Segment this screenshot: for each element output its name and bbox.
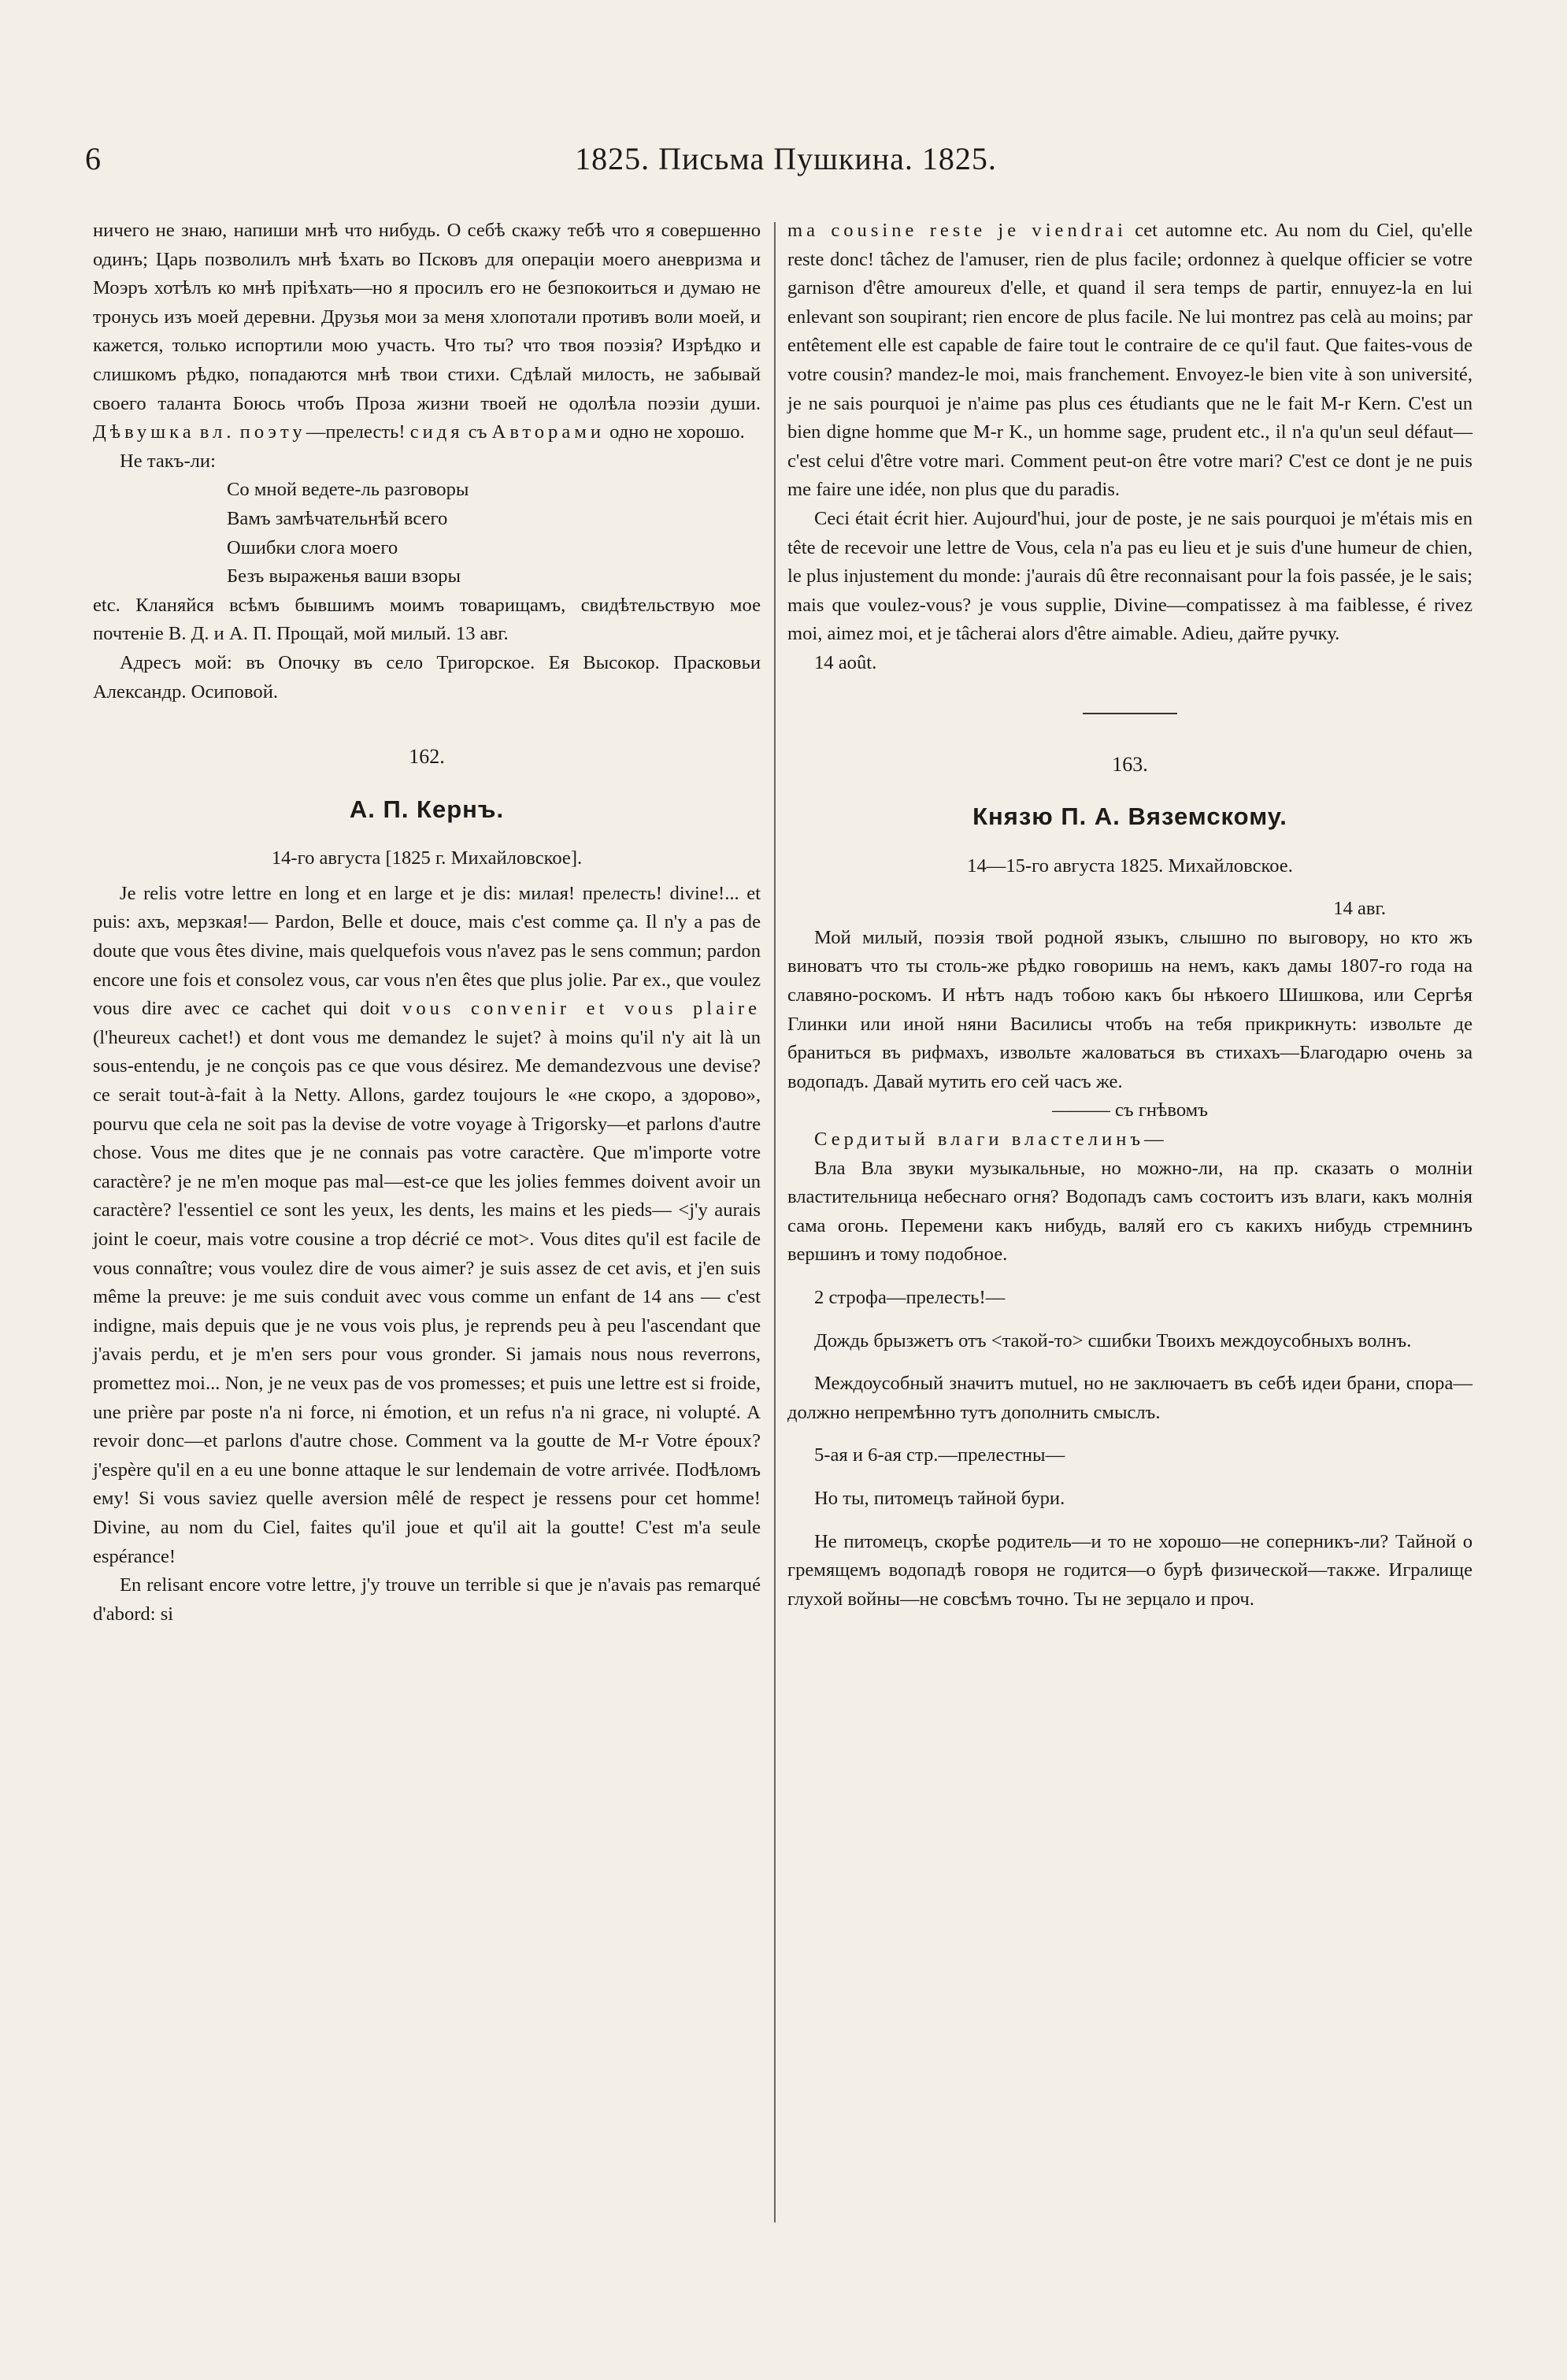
- letter-163-vla: Вла Вла звуки музыкальные, но можно-ли, на пр. сказать о молніи властительница небеснаго огня? Водопадъ самъ состоитъ изъ влаги, какъ молнія сама огонь. Перемени какъ нибудь, валяй его съ какихъ нибудь стремнинъ вершинъ и тому подобное.: [787, 1157, 1473, 1266]
- letter-162-date: 14 août.: [814, 651, 877, 673]
- letter-162-right-2: Ceci était écrit hier. Aujourd'hui, jour de poste, je ne sais pourquoi je m'étais mis en tête de recevoir une lettre de Vous, cela n'a pas eu lieu et je suis d'une humeur de chien, le plus injustement du monde: j'aurais dû être reconnaisant pour la fois passée, je le sais; mais que voulez-vous? je vous supplie, Divine—compatissez à ma faiblesse, é rivez moi, aimez moi, et je tâcherai alors d'être aimable. Adieu, дайте ручку.: [787, 507, 1473, 645]
- verse-line: Вамъ замѣчательнѣй всего: [227, 507, 448, 529]
- verse-line: Безъ выраженья ваши взоры: [227, 565, 461, 588]
- verse-quote: [93, 476, 761, 591]
- verse-line: Со мной ведете-ль разговоры: [227, 479, 469, 501]
- dateline-162: 14-го августа [1825 г. Михайловское].: [271, 847, 583, 869]
- letter-163-end: Не питомецъ, скорѣе родитель—и то не хорошо—не соперникъ-ли? Тайной о гремящемъ водопадѣ говоря не годится—о бурѣ физической—также. Игралище глухой войны—не совсѣмъ точно. Ты не зерцало и проч.: [787, 1530, 1473, 1610]
- addressee-kern: А. П. Кернъ.: [349, 795, 505, 823]
- left-column: [93, 217, 761, 1629]
- letter-162-right-1: ma cousine reste je viendrai cet automne etc. Au nom du Ciel, qu'elle reste donc! tâchez de l'amuser, rien de plus facile; ordonnez à quelque officier se votre garnison d'être amoureux d'elle, et quand il sera temps de partir, ennuyez-la en lui enlevant son soupirant; rien encore de plus facile. Ne lui montrez pas celà au moins; par entêtement elle est capable de faire tout le contraire de ce qu'il faut. Que faites-vous de votre cousin? mandez-le moi, mais franchement. Envoyez-le bien vite à son université, je ne sais pourquoi je n'aime pas plus ces étudiants que ne le fait M-r Kern. C'est un bien digne homme que M-r K., un homme sage, prudent etc., il n'a qu'un seul défaut—c'est celui d'être votre mari. Comment peut-on être votre mari? C'est ce dont je ne puis me faire une idée, non plus que du paradis.: [787, 220, 1473, 501]
- strofa-5-6: 5-ая и 6-ая стр.—прелестны—: [814, 1444, 1065, 1466]
- letter-number-163: 163.: [1112, 752, 1148, 776]
- letter-161-text: ничего не знаю, напиши мнѣ что нибудь. О себѣ скажу тебѣ что я совершенно одинъ; Царь позволилъ мнѣ ѣхать во Псковъ для операціи моего аневризма и Моэръ хотѣлъ ко мнѣ пріѣхать—но я просилъ его не безпокоиться и думаю не тронусь изъ моей деревни. Друзья мои за меня хлопотали противъ воли моей, и кажется, только испортили мою участь. Что ты? что твоя поэзія? Изрѣдко и слишкомъ рѣдко, попадаются мнѣ твои стихи. Сдѣлай милость, не забывай своего таланта Боюсь чтобъ Проза жизни твоей не одолѣла поэзіи души. Дѣвушка вл. поэту—прелесть! сидя съ Авторами одно не хорошо.: [93, 220, 761, 443]
- dateline-163: 14—15-го августа 1825. Михайловское.: [967, 855, 1293, 877]
- strofa-2: 2 строфа—прелесть!—: [814, 1287, 1006, 1308]
- mezhdousobny: Междоусобный значитъ mutuel, но не заключаетъ въ себѣ идеи брани, спора—должно непремѣнно тутъ дополнить смыслъ.: [787, 1373, 1473, 1423]
- s-gnevom: ——— съ гнѣвомъ: [1052, 1099, 1208, 1121]
- ne-tak-li: Не такъ-ли:: [120, 450, 216, 472]
- column-divider: [774, 222, 776, 2222]
- letter-163-body: Мой милый, поэзія твой родной языкъ, слышно по выговору, но кто жъ виноватъ что ты столь-же рѣдко говоришь на немъ, какъ дамы 1807-го года на славяно-роскомъ. И нѣтъ надъ тобою какъ бы нѣкоего Шишкова, или Сергѣя Глинки или иной няни Василисы чтобъ на тебя прикрикнуть: извольте де браниться въ рифмахъ, извольте жаловаться въ стихахъ—Благодарю очень за водопадъ. Давай мутить его сей часъ же.: [787, 926, 1473, 1092]
- page-number: 6: [85, 141, 101, 176]
- pitomets-line: Но ты, питомецъ тайной бури.: [814, 1487, 1065, 1509]
- dozhd-line: Дождь брызжетъ отъ <такой-то> сшибки Твоихъ междоусобныхъ волнъ.: [814, 1329, 1412, 1351]
- letter-number-162: 162.: [409, 745, 445, 769]
- serditiy-line: Сердитый влаги властелинъ—: [814, 1129, 1168, 1151]
- letter-162-body: Je relis votre lettre en long et en large et je dis: милая! прелесть! divine!... et puis: ахъ, мерзкая!— Pardon, Belle et douce, mais c'est comme ça. Il n'y a pas de doute que vous êtes divine, mais quelquefois vous n'avez pas le sens commun; pardon encore une fois et consolez vous, car vous n'en êtes que plus jolie. Par ex., que voulez vous dire avec ce cachet qui doit vous convenir et vous plaire (l'heureux cachet!) et dont vous me demandez le sujet? à moins qu'il n'y ait là un sous-entendu, je ne conçois pas ce que vous désirez. Me demandezvous une devise? ce serait tout-à-fait à la Netty. Allons, gardez toujours le «не скоро, а здорово», pourvu que cela ne soit pas la devise de votre voyage à Trigorsky—et parlons d'autre chose. Vous me dites que je ne connais pas votre caractère. Que m'importe votre caractère? je ne m'en moque pas mal—est-ce que les jolies femmes doivent avoir un caractère? l'essentiel ce sont les yeux, les dents, les mains et les pieds— <j'y aurais joint le coeur, mais votre cousine a trop décrié ce mot>. Vous dites qu'il est facile de vous connaître; vous voulez dire de vous aimer? je suis assez de cet avis, et j'en suis même la preuve: je me suis conduit avec vous comme un enfant de 14 ans — c'est indigne, mais depuis que je ne vous vois plus, je reprends peu à peu l'ascendant que j'avais perdu, et je m'en sers pour vous gronder. Si jamais nous nous reverrons, promettez moi... Non, je ne veux pas de vos promesses; et puis une lettre est si froide, une prière par poste n'a ni force, ni émotion, et un refus n'a ni grace, ni volupté. A revoir donc—et parlons d'autre chose. Comment va la goutte de M-r Votre époux? j'espère qu'il en a eu une bonne attaque le sur lendemain de votre arrivée. Поdѣломъ ему! Si vous saviez quelle aversion mêlé de respect je ressens pour cet homme! Divine, au nom du Ciel, faites qu'il joue et qu'il ait la goutte! C'est m'a seule espérance!: [93, 882, 761, 1567]
- section-rule: [1083, 713, 1177, 714]
- letter-161-closing: etc. Кланяйся всѣмъ бывшимъ моимъ товарищамъ, свидѣтельствую мое почтеніе В. Д. и А. П. Прощай, мой милый. 13 авг.: [93, 594, 761, 645]
- verse-line: Ошибки слога моего: [227, 536, 398, 558]
- letter-161-address: Адресъ мой: въ Опочку въ село Тригорское. Ея Высокор. Прасковьи Александр. Осиповой.: [93, 651, 761, 703]
- page-header: [85, 140, 1487, 184]
- date-14-aug: 14 авг.: [1333, 898, 1386, 920]
- running-title: 1825. Письма Пушкина. 1825.: [575, 141, 997, 176]
- right-column: [787, 217, 1473, 1614]
- letter-162-continued: En relisant encore votre lettre, j'y trouve un terrible si que je n'avais pas remarqué d'abord: si: [93, 1574, 761, 1625]
- addressee-vyazemsky: Князю П. А. Вяземскому.: [972, 803, 1287, 831]
